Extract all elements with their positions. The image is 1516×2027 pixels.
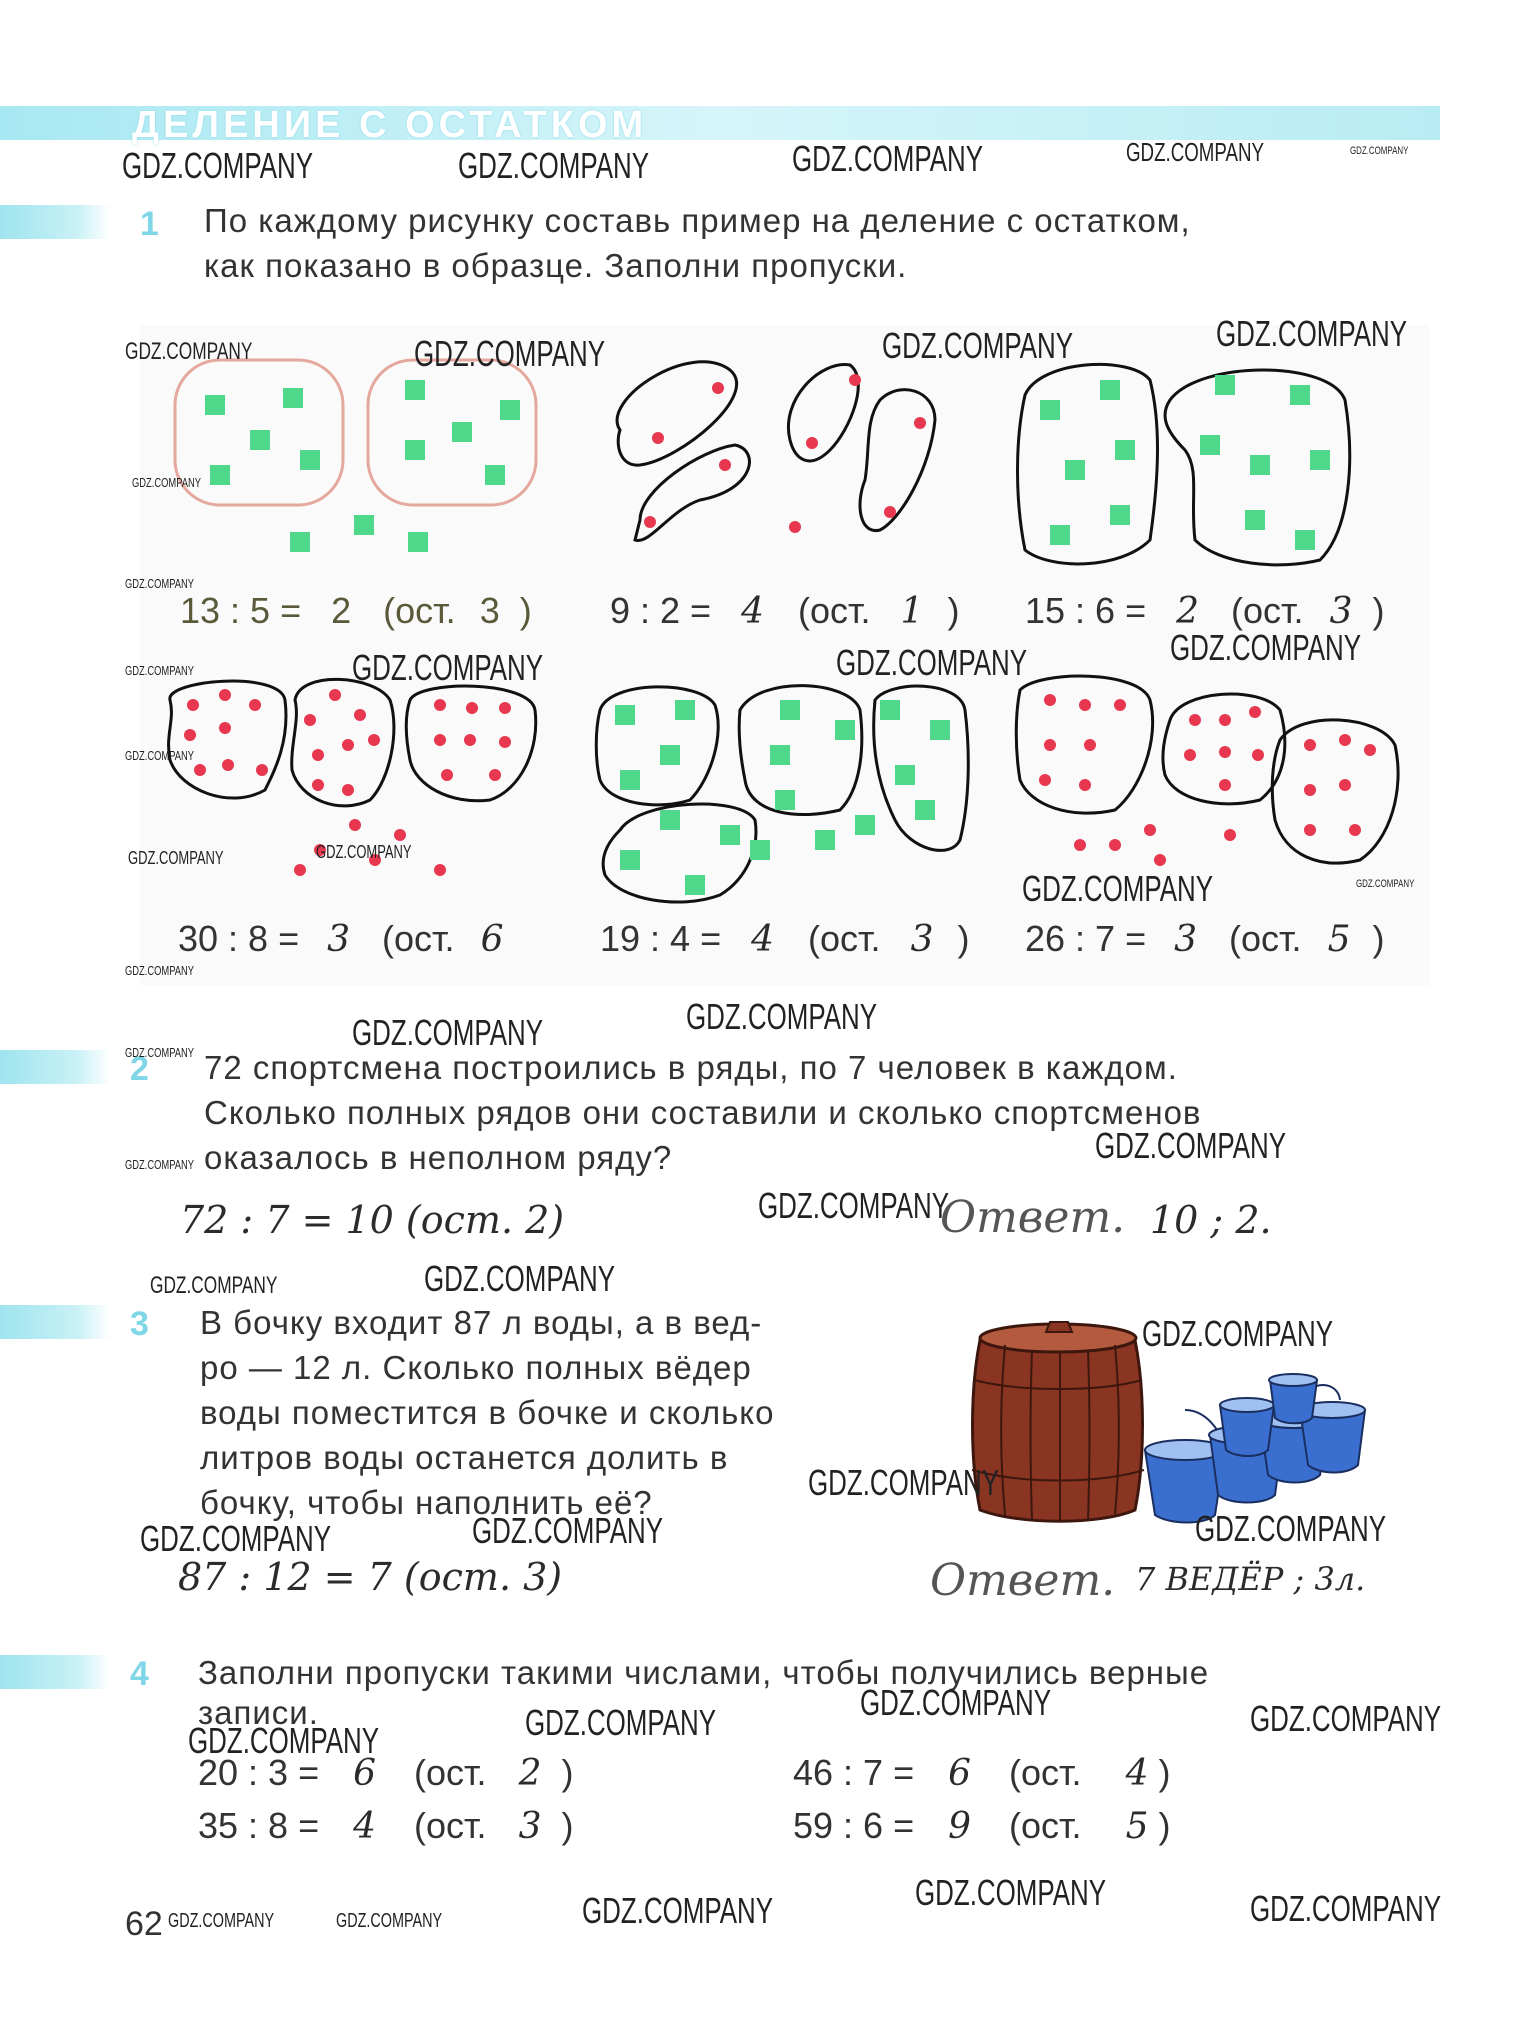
eq-26-7 <box>1025 918 1385 960</box>
eq-remainder: 2 <box>518 1753 542 1794</box>
bucket-icon <box>1145 1374 1365 1523</box>
eq-19-4 <box>600 918 970 960</box>
eq-remainder: 6 <box>480 919 504 960</box>
task3-number: 3 <box>130 1305 149 1343</box>
eq-remainder: 3 <box>518 1806 542 1847</box>
eq-close: ) <box>1372 590 1385 631</box>
task3-text-3: воды поместится в бочке и сколько <box>200 1394 775 1431</box>
eq-quotient: 6 <box>353 1753 377 1794</box>
eq-35-8 <box>198 1805 574 1847</box>
eq-close: ) <box>957 918 970 959</box>
watermark: GDZ.COMPANY <box>132 475 201 490</box>
eq-expr: 26 : 7 = <box>1025 918 1147 959</box>
watermark: GDZ.COMPANY <box>1250 1888 1442 1929</box>
eq-quotient: 6 <box>948 1753 972 1794</box>
eq-ost: (ост. <box>414 1805 487 1846</box>
watermark: GDZ.COMPANY <box>150 1272 278 1299</box>
eq-15-6 <box>1025 590 1385 632</box>
eq-ost: (ост. <box>1009 1752 1082 1793</box>
task1-text-1: По каждому рисунку составь пример на деление с остатком, <box>204 202 1191 239</box>
eq-30-8 <box>178 918 503 960</box>
watermark: GDZ.COMPANY <box>424 1258 616 1299</box>
eq-ost: (ост. <box>1229 918 1302 959</box>
eq-quotient: 2 <box>1176 591 1200 632</box>
eq-close: ) <box>1158 1805 1171 1846</box>
watermark: GDZ.COMPANY <box>168 1910 275 1932</box>
eq-expr: 9 : 2 = <box>610 590 712 631</box>
watermark: GDZ.COMPANY <box>125 1045 194 1060</box>
task2-text-3: оказалось в неполном ряду? <box>204 1139 673 1176</box>
task2-solution: 72 : 7 = 10 (ост. 2) <box>180 1198 565 1242</box>
watermark: GDZ.COMPANY <box>352 1012 544 1053</box>
watermark: GDZ.COMPANY <box>125 963 194 978</box>
watermark: GDZ.COMPANY <box>1356 878 1415 890</box>
watermark: GDZ.COMPANY <box>316 842 412 862</box>
watermark: GDZ.COMPANY <box>860 1682 1052 1723</box>
eq-expr: 13 : 5 = <box>180 590 302 631</box>
eq-expr: 20 : 3 = <box>198 1752 320 1793</box>
task2-text-2: Сколько полных рядов они составили и сколько спортсменов <box>204 1094 1202 1131</box>
eq-59-6 <box>793 1805 1171 1847</box>
watermark: GDZ.COMPANY <box>352 647 544 688</box>
eq-quotient: 3 <box>1174 919 1198 960</box>
watermark: GDZ.COMPANY <box>1250 1698 1442 1739</box>
eq-remainder: 4 <box>1125 1753 1149 1794</box>
watermark: GDZ.COMPANY <box>458 145 650 186</box>
eq-9-2 <box>610 590 959 632</box>
eq-ost: (ост. <box>798 590 871 631</box>
watermark: GDZ.COMPANY <box>125 576 194 591</box>
watermark: GDZ.COMPANY <box>125 748 194 763</box>
page-number: 62 <box>125 1905 163 1943</box>
watermark: GDZ.COMPANY <box>808 1462 1000 1503</box>
eq-ost: (ост. <box>382 918 455 959</box>
eq-expr: 30 : 8 = <box>178 918 300 959</box>
watermark: GDZ.COMPANY <box>122 145 314 186</box>
watermark: GDZ.COMPANY <box>472 1510 664 1551</box>
eq-ost: (ост. <box>808 918 881 959</box>
eq-remainder: 3 <box>479 590 500 631</box>
task1-text-2: как показано в образце. Заполни пропуски. <box>204 247 908 284</box>
watermark: GDZ.COMPANY <box>686 996 878 1037</box>
watermark: GDZ.COMPANY <box>414 333 606 374</box>
watermark: GDZ.COMPANY <box>1216 313 1408 354</box>
watermark: GDZ.COMPANY <box>1126 137 1264 167</box>
task4-band <box>0 1655 110 1689</box>
watermark: GDZ.COMPANY <box>1350 145 1409 157</box>
task4-text-2: записи. <box>198 1694 319 1731</box>
eq-remainder: 3 <box>910 919 934 960</box>
eq-ost: (ост. <box>1231 590 1304 631</box>
eq-close: ) <box>947 590 960 631</box>
task2-answer-word: Ответ. <box>940 1192 1126 1243</box>
task3-answer: 7 ВЕДЁР ; 3л. <box>1135 1560 1366 1598</box>
eq-ost: (ост. <box>1009 1805 1082 1846</box>
eq-expr: 35 : 8 = <box>198 1805 320 1846</box>
task3-text-2: ро — 12 л. Сколько полных вёдер <box>200 1349 752 1386</box>
eq-remainder: 3 <box>1329 591 1353 632</box>
watermark: GDZ.COMPANY <box>758 1185 950 1226</box>
picture-13-5 <box>175 360 536 552</box>
eq-expr: 19 : 4 = <box>600 918 722 959</box>
eq-expr: 59 : 6 = <box>793 1805 915 1846</box>
task3-text-5: бочку, чтобы наполнить её? <box>200 1484 653 1521</box>
eq-quotient: 9 <box>948 1806 972 1847</box>
eq-ost: (ост. <box>383 590 456 631</box>
eq-remainder: 5 <box>1125 1806 1149 1847</box>
eq-ost: (ост. <box>414 1752 487 1793</box>
task2-number: 2 <box>130 1050 149 1088</box>
task3-solution: 87 : 12 = 7 (ост. 3) <box>178 1555 563 1599</box>
eq-expr: 46 : 7 = <box>793 1752 915 1793</box>
task3-band <box>0 1305 110 1339</box>
eq-13-5 <box>180 590 532 632</box>
watermark: GDZ.COMPANY <box>140 1518 332 1559</box>
task2-text-1: 72 спортсмена построились в ряды, по 7 человек в каждом. <box>204 1049 1178 1086</box>
eq-close: ) <box>519 590 532 631</box>
task2-answer: 10 ; 2. <box>1150 1198 1272 1242</box>
task2-band <box>0 1050 110 1084</box>
watermark: GDZ.COMPANY <box>915 1872 1107 1913</box>
watermark: GDZ.COMPANY <box>128 848 224 868</box>
task3-text-1: В бочку входит 87 л воды, а в вед- <box>200 1304 763 1341</box>
watermark: GDZ.COMPANY <box>125 1157 194 1172</box>
watermark: GDZ.COMPANY <box>1170 627 1362 668</box>
eq-quotient: 4 <box>741 591 764 632</box>
watermark: GDZ.COMPANY <box>792 138 984 179</box>
eq-close: ) <box>561 1752 574 1793</box>
watermark: GDZ.COMPANY <box>336 1910 443 1932</box>
page-title: ДЕЛЕНИЕ С ОСТАТКОМ <box>132 104 648 146</box>
watermark: GDZ.COMPANY <box>525 1702 717 1743</box>
eq-quotient: 2 <box>331 590 352 631</box>
eq-close: ) <box>1372 918 1385 959</box>
eq-quotient: 4 <box>751 919 775 960</box>
watermark: GDZ.COMPANY <box>882 325 1074 366</box>
task4-number: 4 <box>130 1655 149 1693</box>
watermark: GDZ.COMPANY <box>188 1720 380 1761</box>
task4-text-1: Заполни пропуски такими числами, чтобы получились верные <box>198 1654 1210 1691</box>
picture-26-7 <box>1016 676 1398 863</box>
eq-46-7 <box>793 1752 1171 1794</box>
task3-text-4: литров воды останется долить в <box>200 1439 729 1476</box>
watermark: GDZ.COMPANY <box>1095 1125 1287 1166</box>
watermark: GDZ.COMPANY <box>125 663 194 678</box>
watermark: GDZ.COMPANY <box>1022 868 1214 909</box>
eq-quotient: 4 <box>353 1806 377 1847</box>
eq-quotient: 3 <box>327 919 351 960</box>
task3-answer-word: Ответ. <box>930 1555 1116 1606</box>
picture-15-6 <box>1018 364 1350 564</box>
eq-close: ) <box>1158 1752 1171 1793</box>
watermark: GDZ.COMPANY <box>1195 1508 1387 1549</box>
eq-remainder: 1 <box>900 591 924 632</box>
watermark: GDZ.COMPANY <box>1142 1313 1334 1354</box>
eq-expr: 15 : 6 = <box>1025 590 1147 631</box>
eq-remainder: 5 <box>1327 919 1351 960</box>
watermark: GDZ.COMPANY <box>125 338 253 365</box>
watermark: GDZ.COMPANY <box>836 642 1028 683</box>
eq-close: ) <box>561 1805 574 1846</box>
task1-number: 1 <box>140 205 159 243</box>
watermark: GDZ.COMPANY <box>582 1890 774 1931</box>
